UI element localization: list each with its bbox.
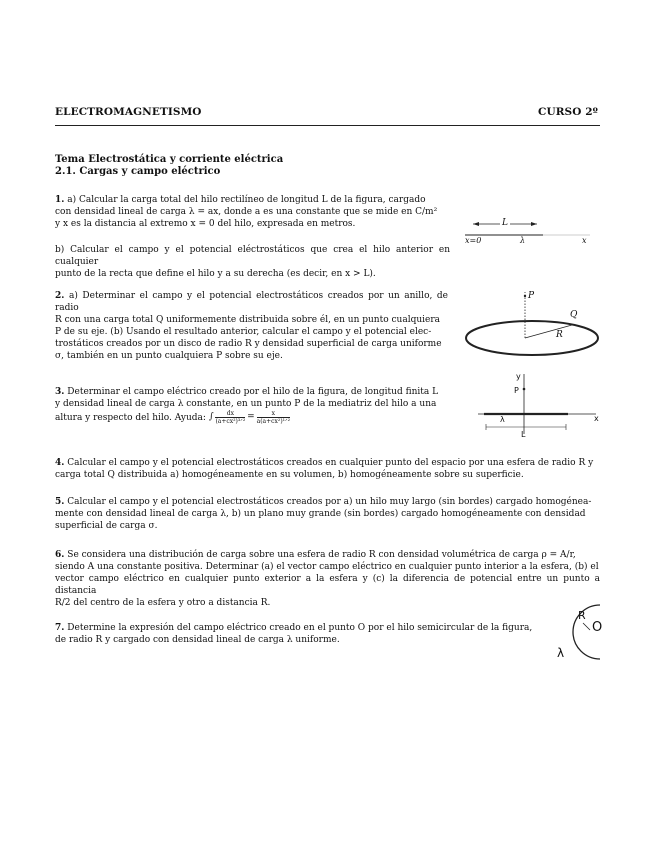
section-title: Tema Electrostática y corriente eléctrica [55, 154, 284, 165]
figure-3-l-label: L [521, 430, 526, 439]
figure-7-r-label: R [578, 609, 586, 622]
problem-4 [55, 457, 600, 481]
problem-line: siendo A una constante positiva. Determinar (a) el vector campo eléctrico en cualquier punto interior a la esfera, (b) el [55, 562, 599, 572]
figure-1-length-label: L [502, 218, 508, 228]
hint-lhs-den: (a+cx²)³ᐟ² [215, 418, 246, 425]
problem-line: a) Determinar el campo y el potencial electrostáticos creados por un anillo, de radio [55, 291, 448, 313]
figure-2-r-label: R [556, 330, 563, 340]
problem-7 [55, 622, 540, 646]
hint-formula: ∫ dx (a+cx²)³ᐟ² = x a(a+cx²)¹ᐟ² [208, 410, 291, 425]
problem-line: Determine la expresión del campo eléctrico creado en el punto O por el hilo semicircular de la figura, [67, 623, 533, 633]
problem-line: altura y respecto del hilo. Ayuda: [55, 413, 206, 423]
section-subtitle: 2.1. Cargas y campo eléctrico [55, 166, 221, 177]
problem-line: Calcular el campo y el potencial electrostáticos creados por a) un hilo muy largo (sin bordes) cargado homogénea- [67, 497, 592, 507]
figure-2-q-label: Q [570, 310, 578, 320]
problem-line: Calcular el campo y el potencial electrostáticos creados en cualquier punto del espacio por una esfera de radio R y [67, 458, 594, 468]
course-year: CURSO 2º [538, 106, 598, 118]
figure-1-lines [465, 220, 595, 250]
header-rule [55, 125, 600, 126]
problem-line: con densidad lineal de carga λ = ax, donde a es una constante que se mide en C/m² [55, 207, 438, 217]
figure-3-y-label: y [516, 372, 521, 381]
problem-line: a) Calcular la carga total del hilo rectilíneo de longitud L de la figura, cargado [67, 195, 426, 205]
problem-line: Determinar el campo eléctrico creado por el hilo de la figura, de longitud finita L [67, 387, 439, 397]
problem-number: 1. [55, 195, 65, 205]
problem-line: carga total Q distribuida a) homogéneamente en su volumen, b) homogéneamente sobre su superficie. [55, 470, 524, 480]
figure-1-lambda-label: λ [520, 236, 526, 245]
figure-3-x-label: x [594, 414, 599, 423]
figure-7-lambda-label: λ [557, 646, 565, 660]
figure-3-lambda-label: λ [500, 415, 505, 424]
course-title: ELECTROMAGNETISMO [55, 106, 202, 118]
problem-line: mente con densidad lineal de carga λ, b) un plano muy grande (sin bordes) cargado homogéneamente con densidad [55, 509, 586, 519]
figure-1-x-label: x [582, 236, 587, 245]
problem-number: 7. [55, 623, 65, 633]
problem-line: R/2 del centro de la esfera y otro a distancia R. [55, 598, 271, 608]
problem-line: y densidad lineal de carga λ constante, en un punto P de la mediatriz del hilo a una [55, 399, 437, 409]
problem-line: P de su eje. (b) Usando el resultado anterior, calcular el campo y el potencial elec- [55, 327, 432, 337]
problem-1-a [55, 194, 450, 230]
problem-line: b) Calcular el campo y el potencial eléctrostáticos que crea el hilo anterior en cualquier [55, 245, 450, 267]
hint-rhs-den: a(a+cx²)¹ᐟ² [256, 418, 291, 425]
hint-rhs-num: x [257, 410, 290, 418]
figure-1-origin-label: x=0 [465, 236, 482, 245]
problem-line: y x es la distancia al extremo x = 0 del hilo, expresada en metros. [55, 219, 356, 229]
problem-2 [55, 290, 448, 362]
problem-3 [55, 386, 450, 425]
problem-1-b [55, 244, 450, 280]
figure-3-p-label: P [514, 386, 519, 395]
problem-number: 6. [55, 550, 65, 560]
problem-number: 4. [55, 458, 65, 468]
problem-line: punto de la recta que define el hilo y a su derecha (es decir, en x > L). [55, 269, 376, 279]
problem-line: trostáticos creados por un disco de radio R y densidad superficial de carga uniforme [55, 339, 442, 349]
hint-lhs-num: dx [215, 410, 245, 418]
problem-line: R con una carga total Q uniformemente distribuida sobre él, en un punto cualquiera [55, 315, 441, 325]
problem-line: de radio R y cargado con densidad lineal de carga λ uniforme. [55, 635, 340, 645]
problem-line: superficial de carga σ. [55, 521, 158, 531]
problem-number: 2. [55, 291, 65, 301]
problem-6 [55, 549, 600, 609]
problem-number: 3. [55, 387, 65, 397]
figure-2-p-label: P [528, 291, 535, 301]
figure-7-o-label: O [592, 620, 603, 635]
problem-line: vector campo eléctrico en cualquier punto exterior a la esfera y (c) la diferencia de potencial entre un punto a distancia [55, 574, 600, 596]
problem-number: 5. [55, 497, 65, 507]
problem-line: σ, también en un punto cualquiera P sobre su eje. [55, 351, 283, 361]
figure-3-wire [478, 372, 598, 437]
problem-line: Se considera una distribución de carga sobre una esfera de radio R con densidad volumétrica de carga ρ = A/r, [67, 550, 576, 560]
problem-5 [55, 496, 600, 532]
